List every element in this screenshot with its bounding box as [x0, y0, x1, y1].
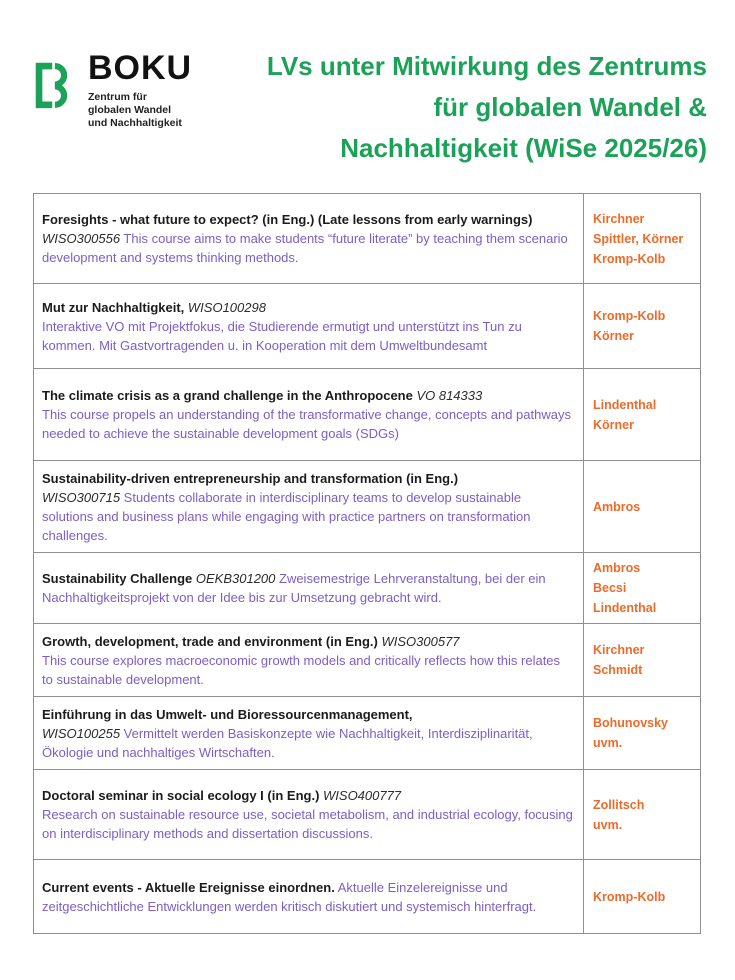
course-cell	[34, 697, 584, 770]
course-description: Aktuelle Einzelereignisse und zeitgeschichtliche Entwicklungen werden kritisch diskutiert und systemisch hinterfragt.	[42, 879, 537, 914]
logo-subtitle-line: globalen Wandel	[88, 104, 172, 116]
course-title: Foresights - what future to expect? (in Eng.) (Late lessons from early warnings)	[42, 212, 533, 227]
course-description: Zweisemestrige Lehrveranstaltung, bei der ein Nachhaltigkeitsprojekt von der Idee bis zur Umsetzung gebracht wird.	[42, 571, 546, 605]
course-code: VO 814333	[412, 388, 483, 403]
course-row	[34, 194, 701, 284]
course-title: Current events - Aktuelle Ereignisse einordnen.	[42, 879, 335, 895]
course-table-body	[34, 194, 701, 934]
lecturer-name: Kromp-Kolb	[593, 251, 666, 266]
course-row	[34, 553, 701, 624]
course-code: WISO100255	[42, 725, 121, 741]
lecturer-name: Kirchner	[593, 643, 645, 657]
course-title: Einführung in das Umwelt- und Bioressourcenmanagement,	[42, 706, 413, 722]
lecturer-name: Spittler, Körner	[593, 231, 684, 246]
course-title: Doctoral seminar in social ecology I (in Eng.)	[42, 788, 320, 803]
lecturer-cell	[584, 860, 701, 934]
course-title: Mut zur Nachhaltigkeit,	[42, 299, 185, 315]
lecturer-cell	[584, 369, 701, 461]
course-cell	[34, 461, 584, 553]
course-description: This course aims to make students “future literate” by teaching them scenario development and systems thinking methods.	[42, 231, 568, 265]
lecturer-name: Kirchner	[593, 211, 645, 226]
document-title	[167, 46, 707, 169]
course-row	[34, 369, 701, 461]
document-title-line: Nachhaltigkeit (WiSe 2025/26)	[340, 133, 707, 163]
course-cell	[34, 624, 584, 697]
course-code: WISO300556	[42, 231, 121, 246]
lecturer-cell	[584, 284, 701, 369]
logo-subtitle-line: und Nachhaltigkeit	[88, 117, 182, 129]
course-code: OEKB301200	[192, 571, 276, 586]
lecturer-name: uvm.	[593, 736, 623, 750]
course-cell	[34, 284, 584, 369]
course-code: WISO300577	[377, 633, 460, 649]
lecturer-name: Lindenthal	[593, 601, 657, 615]
lecturer-name: Kromp-Kolb	[593, 309, 666, 323]
lecturer-name: Ambros	[593, 561, 641, 575]
course-description: Research on sustainable resource use, societal metabolism, and industrial ecology, focusing on interdisciplinary methods and dissertation discussions.	[42, 807, 573, 841]
course-code: WISO100298	[184, 299, 266, 315]
course-code: WISO300715	[42, 489, 121, 505]
course-row	[34, 770, 701, 860]
logo-brand: BOKU	[88, 49, 193, 87]
document-title-line: LVs unter Mitwirkung des Zentrums	[266, 51, 707, 81]
lecturer-cell	[584, 461, 701, 553]
course-row	[34, 860, 701, 934]
lecturer-name: uvm.	[593, 817, 623, 832]
course-row	[34, 461, 701, 553]
course-cell	[34, 194, 584, 284]
course-description: This course explores macroeconomic growth models and critically reflects how this relates to sustainable development.	[42, 652, 561, 687]
course-description: Interaktive VO mit Projektfokus, die Studierende ermutigt und unterstützt ins Tun zu kommen. Mit Gastvortragenden u. in Kooperation mit dem Umweltbundesamt	[42, 318, 522, 353]
course-cell	[34, 369, 584, 461]
lecturer-name: Körner	[593, 417, 634, 432]
lecturer-name: Ambros	[593, 499, 641, 514]
lecturer-cell	[584, 194, 701, 284]
logo-subtitle-line: Zentrum für	[88, 91, 147, 103]
lecturer-name: Becsi	[593, 581, 627, 595]
course-row	[34, 697, 701, 770]
course-description: Vermittelt werden Basiskonzepte wie Nachhaltigkeit, Interdisziplinarität, Ökologie und nachhaltiges Wirtschaften.	[42, 725, 533, 760]
lecturer-name: Lindenthal	[593, 397, 657, 412]
course-cell	[34, 553, 584, 624]
course-table	[33, 193, 701, 934]
document-title-line: für globalen Wandel &	[433, 92, 707, 122]
course-cell	[34, 860, 584, 934]
course-title: Sustainability Challenge	[42, 571, 193, 586]
course-row	[34, 624, 701, 697]
course-title: Sustainability-driven entrepreneurship and transformation (in Eng.)	[42, 470, 459, 486]
lecturer-cell	[584, 770, 701, 860]
course-cell	[34, 770, 584, 860]
lecturer-name: Kromp-Kolb	[593, 889, 666, 904]
course-description: This course propels an understanding of the transformative change, concepts and pathways needed to achieve the sustainable development goals (SDGs)	[42, 407, 571, 441]
course-description: Students collaborate in interdisciplinary teams to develop sustainable solutions and business plans while engaging with practice partners on transformation challenges.	[42, 489, 531, 543]
lecturer-name: Körner	[593, 329, 634, 343]
lecturer-cell	[584, 697, 701, 770]
boku-logo-icon	[32, 45, 76, 125]
lecturer-name: Schmidt	[593, 663, 643, 677]
course-title: Growth, development, trade and environment (in Eng.)	[42, 633, 378, 649]
course-title: The climate crisis as a grand challenge in the Anthropocene	[42, 388, 413, 403]
course-code: WISO400777	[319, 788, 402, 803]
course-row	[34, 284, 701, 369]
lecturer-cell	[584, 553, 701, 624]
lecturer-name: Bohunovsky	[593, 716, 669, 730]
lecturer-cell	[584, 624, 701, 697]
lecturer-name: Zollitsch	[593, 797, 645, 812]
